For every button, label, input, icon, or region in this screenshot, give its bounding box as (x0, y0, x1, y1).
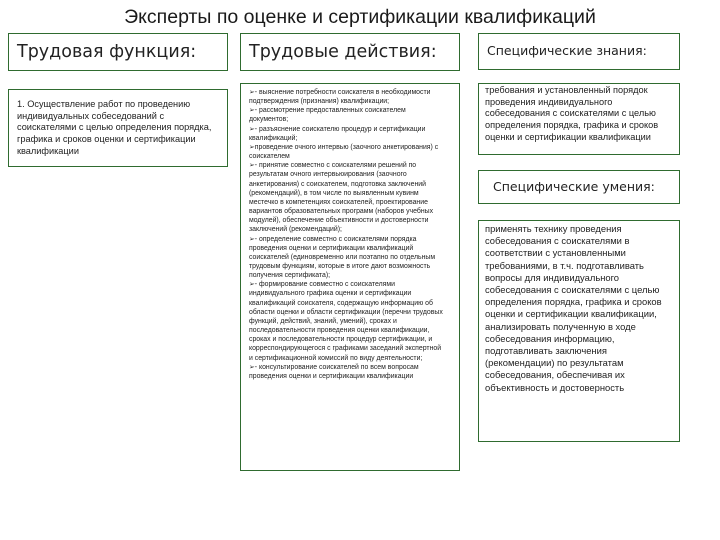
skills-header: Специфические умения: (493, 179, 655, 194)
function-text-box (8, 89, 228, 167)
skills-header-box (478, 170, 680, 204)
knowledge-text-box (478, 83, 680, 155)
action-item: ➢- рассмотрение предоставленных соискателем документов; (249, 107, 406, 124)
action-item: ➢- выяснение потребности соискателя в необходимости подтверждения (признания) квалификации; (249, 89, 431, 106)
skills-text-box (478, 220, 680, 442)
action-item: ➢- консультирование соискателей по всем вопросам проведения оценки и сертификации квалификации (249, 363, 419, 380)
actions-header: Трудовые действия: (249, 42, 437, 62)
action-item: ➢проведение очного интервью (заочного анкетирования) с соискателем (249, 143, 439, 161)
function-header: Трудовая функция: (17, 42, 197, 62)
action-item: ➢- разъяснение соискателю процедур и сертификации квалификаций; (249, 125, 426, 142)
knowledge-header-box (478, 33, 680, 70)
actions-list-box (240, 83, 460, 471)
action-item: ➢- формирование совместно с соискателями индивидуального графика оценки и сертификации квалификаций соискателя, содержащую информацию об области оценки и области сертификации (перечни трудовых функций, действий, знаний, умений), сроках и последовательности проведения оценки квалификации, сроках и последовательности процедур сертификации, и корреспондирующегося с графиками заседаний экспертной и сертификационной комиссий по виду деятельности; (249, 281, 443, 362)
function-header-box (8, 33, 228, 71)
function-text: 1. Осуществление работ по проведению индивидуальных собеседований с соискателями с целью определения порядка, графика и сроков оценки и сертификации квалификации (17, 99, 212, 156)
page-title: Эксперты по оценке и сертификации квалификаций (124, 6, 596, 28)
action-item: ➢- определение совместно с соискателями порядка проведения оценки и сертификации квалификаций соискателей (единовременно или поэтапно по отдельным трудовым функциям, которые в итоге дают возможность получения сертификата); (249, 235, 436, 280)
actions-list (241, 84, 445, 381)
actions-header-box (240, 33, 460, 71)
action-item: ➢- принятие совместно с соискателями решений по результатам очного интервьюирования (заочного анкетирования) с соискателем, подготовка заключений (рекомендаций), в том числе по выявленным кувинм местечко в компетенциях соискателей, проектирование вариантов образовательных программ (наборов учебных модулей), обеспечение объективности и достоверности заключений (рекомендаций); (249, 162, 434, 234)
knowledge-text: требования и установленный порядок проведения индивидуального собеседования с соискателями с целью определения порядка, графика и сроков оценки и сертификации квалификации (485, 85, 659, 142)
skills-text: применять технику проведения собеседования с соискателями в соответствии с установленными требованиями, в т.ч. подготавливать вопросы для индивидуального собеседования с соискателями с целью определения порядка, графика и сроков оценки и сертификации квалификации, анализировать полученную в ходе собеседования информацию, подготавливать заключения (рекомендации) по результатам собеседования, обеспечивая их объективность и достоверность (485, 223, 662, 393)
knowledge-header: Специфические знания: (487, 43, 647, 58)
